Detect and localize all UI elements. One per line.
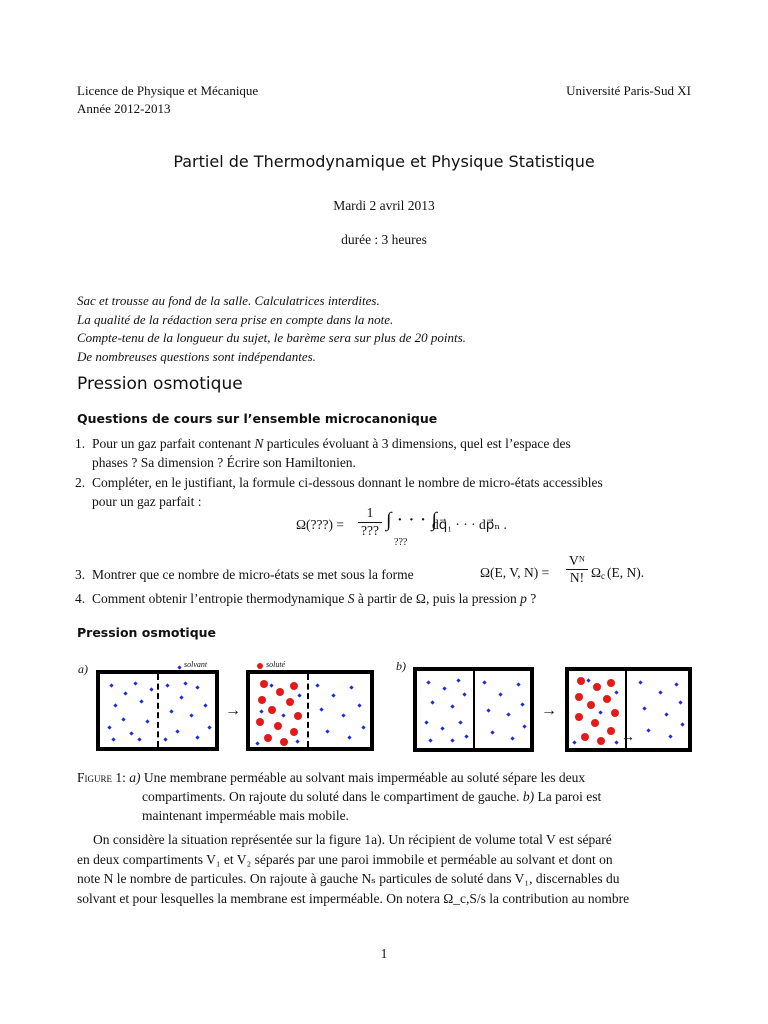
course-name: Licence de Physique et Mécanique <box>77 83 259 98</box>
permeable-membrane <box>157 674 159 747</box>
figure-label-b: b) <box>396 659 406 673</box>
question-1: 1. Pour un gaz parfait contenant N particules évoluant à 3 dimensions, quel est l’espace des phases ? Sa dimension ? Écrire son Hamiltonien. <box>75 436 571 470</box>
body-paragraph <box>77 830 692 908</box>
mobile-wall <box>473 671 475 748</box>
container-b2 <box>565 667 692 752</box>
figure-label-a: a) <box>78 662 88 676</box>
question-number: 3. <box>75 567 86 582</box>
instruction-line: De nombreuses questions sont indépendantes. <box>77 348 316 364</box>
university-name: Université Paris-Sud XI <box>566 83 691 98</box>
instruction-line: Compte-tenu de la longueur du sujet, le barème sera sur plus de 20 points. <box>77 330 466 345</box>
question-4: 4. Comment obtenir l’entropie thermodynamique S à partir de Ω, puis la pression p ? <box>75 591 537 606</box>
question-number: 4. <box>75 591 86 606</box>
container-a2 <box>246 670 374 751</box>
question-2: 2. Compléter, en le justifiant, la formule ci-dessous donnant le nombre de micro-états accessibles pour un gaz parfait : <box>75 475 603 509</box>
paragraph-line: note N le nombre de particules. On rajoute à gauche Nₛ particules de soluté dans V₁, discernables du <box>77 871 620 886</box>
wall-displacement-arrow-icon: ↔ <box>621 730 635 745</box>
subsection-title: Pression osmotique <box>77 625 217 640</box>
arrow-icon: → <box>541 702 557 719</box>
instructions <box>77 292 466 366</box>
figure-1 <box>0 655 768 755</box>
page-number: 1 <box>380 946 388 961</box>
course-header <box>77 82 258 118</box>
integral-domain: ??? <box>394 537 408 548</box>
microstates-formula <box>296 505 526 549</box>
container-b1 <box>413 667 534 752</box>
paragraph-line: On considère la situation représentée sur la figure 1a). Un récipient de volume total V est séparé <box>93 832 612 847</box>
arrow-icon: → <box>225 702 241 719</box>
legend-solvent: solvant <box>184 660 208 669</box>
figure-caption: Figure 1: a) Une membrane perméable au solvant mais imperméable au soluté sépare les deux compartiments. On rajoute du soluté dans le compartiment de gauche. b) La paroi est maintenant imperméable mais mobile. <box>77 770 602 823</box>
exam-duration: durée : 3 heures <box>341 232 427 247</box>
solvent-legend-marker <box>177 665 181 669</box>
formula-differentials: dq⃗₁ · · · dp⃗ₙ . <box>432 517 507 532</box>
fraction-denominator: ??? <box>361 523 379 538</box>
formula-lhs: Ω(???) = <box>296 517 344 532</box>
formula-question-3: Ω(E, V, N) = Vᴺ N! Ω c (E, N). <box>480 553 645 585</box>
question-number: 2. <box>75 475 86 490</box>
fraction-numerator: Vᴺ <box>569 553 585 568</box>
exam-date: Mardi 2 avril 2013 <box>333 198 435 213</box>
page-title: Partiel de Thermodynamique et Physique Statistique <box>173 152 595 171</box>
legend-solute: soluté <box>266 660 286 669</box>
instruction-line: Sac et trousse au fond de la salle. Calculatrices interdites. <box>77 293 380 308</box>
paragraph-line: en deux compartiments V₁ et V₂ séparés par une paroi immobile et perméable au solvant et dont on <box>77 851 613 867</box>
paragraph-line: solvant et pour lesquelles la membrane est imperméable. On notera Ω_c,S/s la contribution au nombre <box>77 890 630 906</box>
question-number: 1. <box>75 436 86 451</box>
subsection-title: Questions de cours sur l’ensemble microcanonique <box>77 411 438 426</box>
fraction-denominator: N! <box>569 570 585 585</box>
fraction-numerator: 1 <box>366 505 374 520</box>
academic-year: Année 2012-2013 <box>77 101 171 116</box>
permeable-membrane <box>307 674 309 747</box>
instruction-line: La qualité de la rédaction sera prise en compte dans la note. <box>77 311 394 327</box>
solute-legend-marker <box>257 663 263 669</box>
integral-signs: ∫ · · · ∫ <box>386 509 437 531</box>
section-title: Pression osmotique <box>77 374 243 394</box>
question-3: 3. Montrer que ce nombre de micro-états se met sous la forme <box>75 567 414 582</box>
container-a1 <box>96 670 219 751</box>
